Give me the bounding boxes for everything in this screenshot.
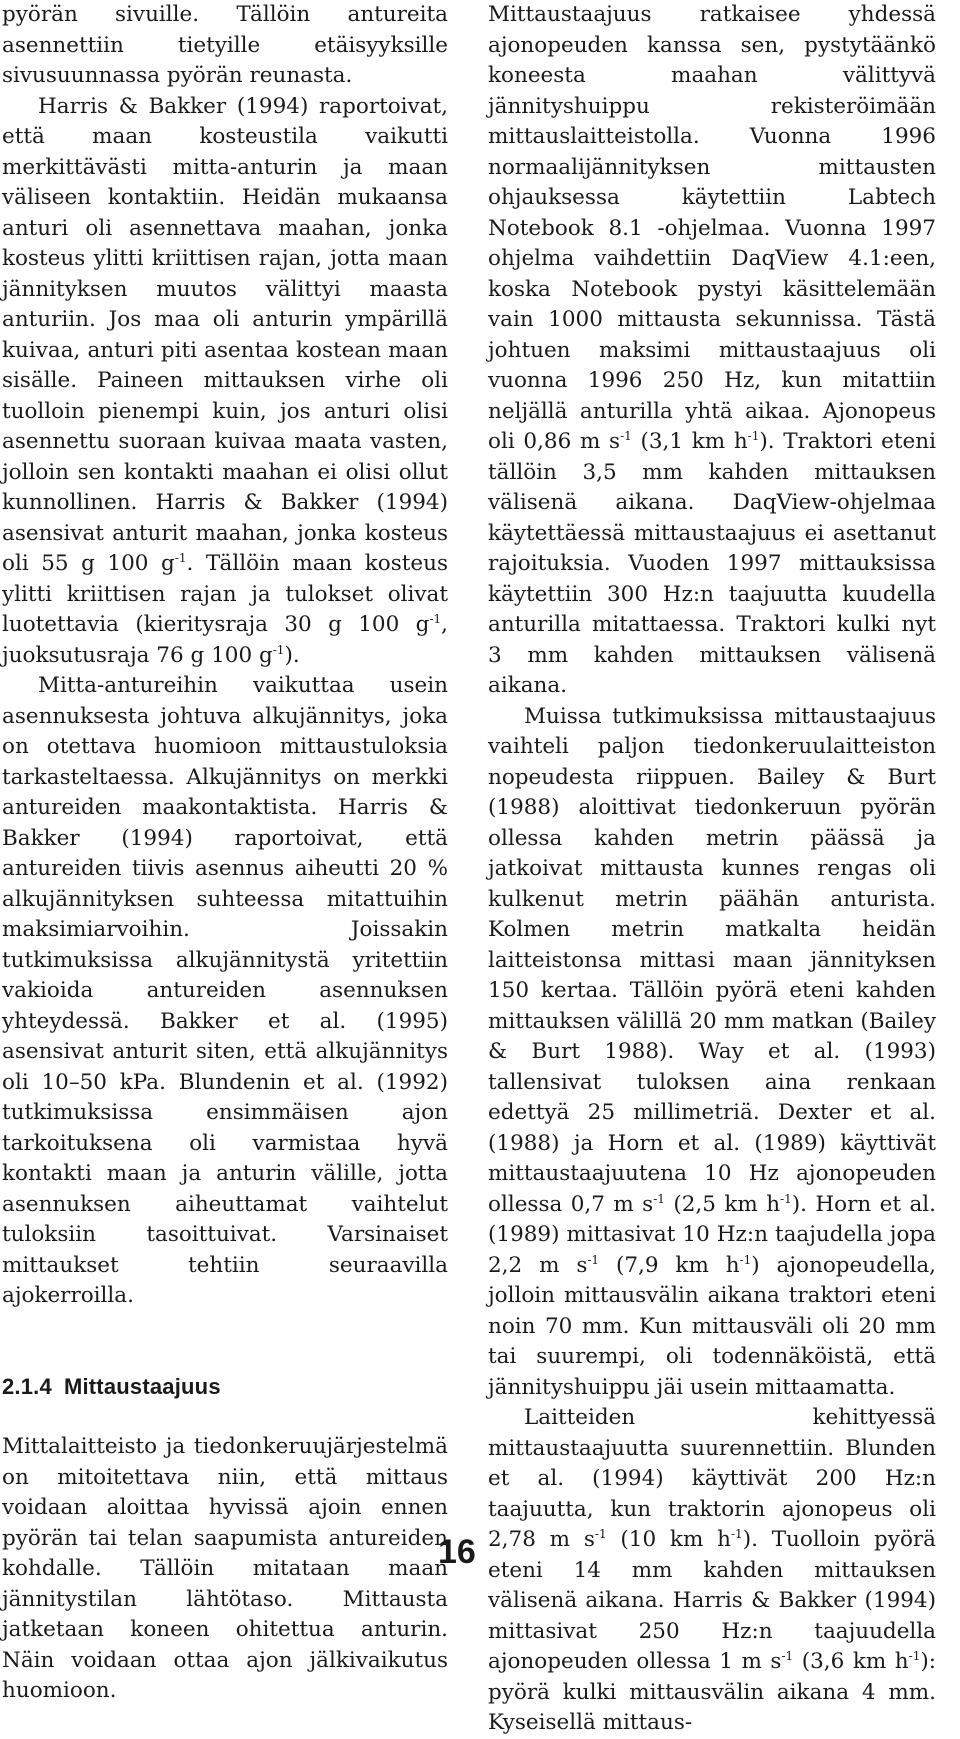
section-number: 2.1.4	[2, 1373, 52, 1399]
paragraph: pyörän sivuille. Tällöin antureita asennettiin tietyille etäisyyksille sivusuunnassa pyörän reunasta.	[2, 2, 448, 88]
paragraph: Mittaustaajuus ratkaisee yhdessä ajonopeuden kanssa sen, pystytäänkö koneesta maahan välittyvä jännityshuippu rekisteröimään mittauslaitteistolla. Vuonna 1996 normaalijännityksen mittausten ohjauksessa käytettiin Labtech Notebook 8.1 -ohjelmaa. Vuonna 1997 ohjelma vaihdettiin DaqView 4.1:een, koska Notebook pystyi käsittelemään vain 1000 mittausta sekunnissa. Tästä johtuen maksimi mittaustaajuus oli vuonna 1996 250 Hz, kun mitattiin neljällä anturilla yhtä aikaa. Ajonopeus oli 0,86 m $s^{-1}$ (3,1 km $h^{-1}$). Traktori eteni tällöin 3,5 mm kahden mittauksen välisenä aikana. DaqView-ohjelmaa käytettäessä mittaustaajuus ei asettanut rajoituksia. Vuoden 1997 mittauksissa käytettiin 300 Hz:n taajuutta kuudella anturilla mitattaessa. Traktori kulki nyt 3 mm kahden mittauksen välisenä aikana.	[488, 2, 936, 698]
paragraph: Mitta-antureihin vaikuttaa usein asennuksesta johtuva alkujännitys, joka on otettava huomioon mittaustuloksia tarkasteltaessa. Alkujännitys on merkki antureiden maakontaktista. Harris & Bakker (1994) raportoivat, että antureiden tiivis asennus aiheutti 20 % alkujännityksen suhteessa mitattuihin maksimiarvoihin. Joissakin tutkimuksissa alkujännitystä yritettiin vakioida antureiden asennuksen yhteydessä. Bakker et al. (1995) asensivat anturit siten, että alkujännitys oli 10–50 kPa. Blundenin et al. (1992) tutkimuksissa ensimmäisen ajon tarkoituksena oli varmistaa hyvä kontakti maan ja anturin välille, jotta asennuksen aiheuttamat vaihtelut tuloksiin tasoittuivat. Varsinaiset mittaukset tehtiin seuraavilla ajokerroilla.	[2, 673, 448, 1308]
section-title: Mittaustaajuus	[63, 1373, 221, 1399]
paragraph: Mittalaitteisto ja tiedonkeruujärjestelmä on mitoitettava niin, että mittaus voidaan aloittaa hyvissä ajoin ennen pyörän tai telan saapumista antureiden kohdalle. Tällöin mitataan maan jännitystilan lähtötaso. Mittausta jatketaan koneen ohitettua anturin. Näin voidaan ottaa ajon jälkivaikutus huomioon.	[2, 1434, 448, 1703]
section-heading	[2, 1372, 448, 1403]
paragraph: Muissa tutkimuksissa mittaustaajuus vaihteli paljon tiedonkeruulaitteiston nopeudesta riippuen. Bailey & Burt (1988) aloittivat tiedonkeruun pyörän ollessa kahden metrin päässä ja jatkoivat mittausta kunnes rengas oli kulkenut metrin päähän anturista. Kolmen metrin matkalta heidän laitteistonsa mittasi maan jännityksen 150 kertaa. Tällöin pyörä eteni kahden mittauksen välillä 20 mm matkan (Bailey & Burt 1988). Way et al. (1993) tallensivat tuloksen aina renkaan edettyä 25 millimetriä. Dexter et al. (1988) ja Horn et al. (1989) käyttivät mittaustaajuutena 10 Hz ajonopeuden ollessa 0,7 m $s^{-1}$ (2,5 km $h^{-1}$). Horn et al. (1989) mittasivat 10 Hz:n taajudella jopa 2,2 m $s^{-1}$ (7,9 km $h^{-1}$) ajonopeudella, jolloin mittausvälin aikana traktori eteni noin 70 mm. Kun mittausväli oli 20 mm tai suurempi, oli todennäköistä, että jännityshuippu jäi usein mittaamatta.	[488, 703, 936, 1400]
right-column	[488, 0, 936, 1739]
left-column	[2, 0, 448, 1707]
paragraph: Laitteiden kehittyessä mittaustaajuutta suurennettiin. Blunden et al. (1994) käyttivät 200 Hz:n taajuutta, kun traktorin ajonopeus oli 2,78 m $s^{-1}$ (10 km $h^{-1}$). Tuolloin pyörä eteni 14 mm kahden mittauksen välisenä aikana. Harris & Bakker (1994) mittasivat 250 Hz:n taajuudella ajonopeuden ollessa 1 m $s^{-1}$ (3,6 km $h^{-1}$): pyörä kulki mittausvälin aikana 4 mm. Kyseisellä mittaus-	[488, 1405, 936, 1735]
paragraph: Harris & Bakker (1994) raportoivat, että maan kosteustila vaikutti merkittävästi mitta-anturin ja maan väliseen kontaktiin. Heidän mukaansa anturi oli asennettava maahan, jonka kosteus ylitti kriittisen rajan, jotta maan jännityksen muutos välittyi maasta anturiin. Jos maa oli anturin ympärillä kuivaa, anturi piti asentaa kostean maan sisälle. Paineen mittauksen virhe oli tuolloin pienempi kuin, jos anturi olisi asennettu suoraan kuivaa maata vasten, jolloin sen kontakti maahan ei olisi ollut kunnollinen. Harris & Bakker (1994) asensivat anturit maahan, jonka kosteus oli 55 g 100 $g^{-1}$. Tällöin maan kosteus ylitti kriittisen rajan ja tulokset olivat luotettavia (kieritysraja 30 g 100 $g^{-1}$, juoksutusraja 76 g 100 $g^{-1}$).	[2, 93, 448, 668]
page-number: 16	[438, 1533, 476, 1571]
